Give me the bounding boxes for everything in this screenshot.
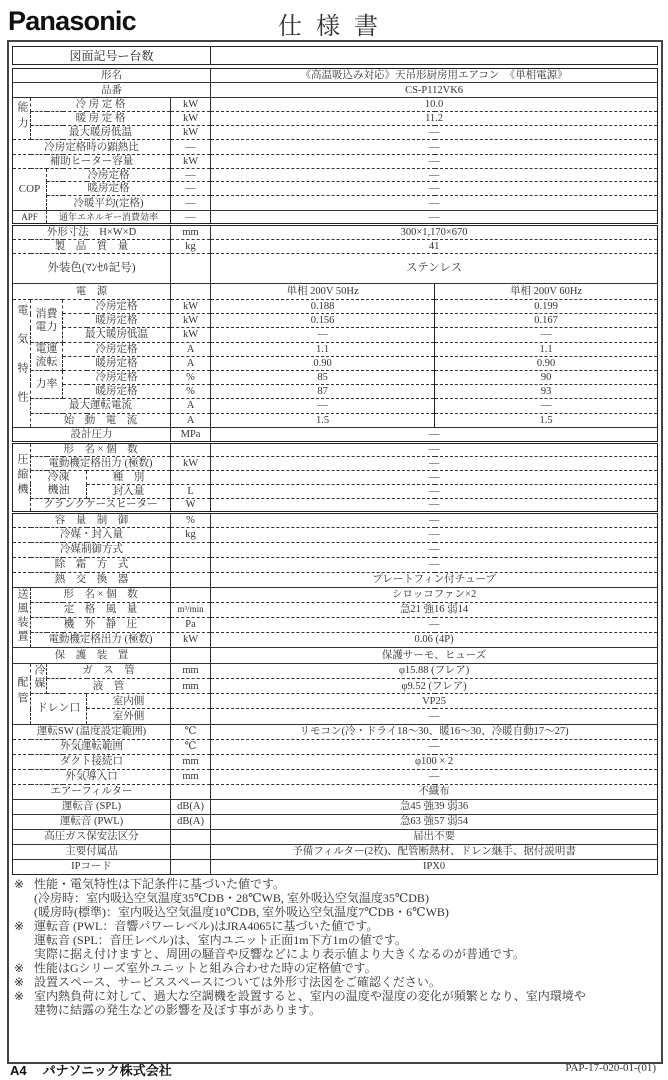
group-capacity	[13, 98, 31, 140]
value: 予備フィルター(2枚)、配管断熱材、ドレン継手、据付説明書	[211, 844, 658, 859]
unit: A	[171, 342, 211, 356]
unit: A	[171, 399, 211, 413]
label: 冷房定格	[63, 342, 171, 356]
unit: dB(A)	[171, 799, 211, 814]
value-60hz: —	[435, 328, 658, 342]
row-high-pressure-gas	[13, 829, 658, 844]
value: —	[211, 542, 658, 557]
row-consumption-heating	[13, 314, 658, 328]
row-apf	[13, 211, 658, 225]
row-duct	[13, 754, 658, 769]
row-defrost	[13, 557, 658, 572]
value: —	[211, 617, 658, 632]
label: 形 名 × 個 数	[31, 587, 171, 602]
group-line: 機油	[47, 484, 70, 497]
row-max-current	[13, 399, 658, 413]
value: 41	[211, 240, 658, 254]
unit: MPa	[171, 427, 211, 442]
row-consumption-cooling	[13, 300, 658, 314]
note-line: 運転音 (SPL：音圧レベル)は、室内ユニット正面1m下方1mの値です。	[34, 933, 407, 947]
row-fan-model	[13, 587, 658, 602]
label: 主要付属品	[13, 844, 171, 859]
value-50hz: 0.188	[211, 300, 435, 314]
drawing-number-row	[13, 47, 658, 65]
group-line: 流転	[35, 356, 58, 369]
unit: L	[171, 484, 211, 498]
value: VP25	[211, 694, 658, 709]
value-60hz: 90	[435, 370, 658, 384]
company-name: パナソニック株式会社	[42, 1063, 172, 1078]
value: 不織布	[211, 784, 658, 799]
label: 外気導入口	[13, 769, 171, 784]
row-protection	[13, 647, 658, 663]
value: —	[211, 498, 658, 512]
row-dimensions	[13, 225, 658, 240]
value: φ9.52 (フレア)	[211, 678, 658, 693]
value: 11.2	[211, 112, 658, 126]
unit	[171, 442, 211, 456]
unit	[171, 844, 211, 859]
value-60hz: 0.90	[435, 356, 658, 370]
note-line: 性能はGシリーズ室外ユニットと組み合わせた時の定格値です。	[34, 961, 377, 975]
value: 急21 強16 弱14	[211, 602, 658, 617]
value-50hz: 87	[211, 385, 435, 399]
note-line: 性能・電気特性は下記条件に基づいた値です。	[34, 877, 286, 891]
row-drain-indoor	[13, 694, 658, 709]
row-heat-exchanger	[13, 572, 658, 587]
unit: kW	[171, 314, 211, 328]
row-capacity-cooling	[13, 98, 658, 112]
row-weight	[13, 240, 658, 254]
value: —	[211, 739, 658, 754]
value-50hz: 単相 200V 50Hz	[211, 284, 435, 300]
row-capacity-heating	[13, 112, 658, 126]
unit: kW	[171, 126, 211, 140]
label: 電 源	[13, 284, 171, 300]
row-oil-type	[13, 470, 658, 484]
label: 設計圧力	[13, 427, 171, 442]
value: —	[211, 427, 658, 442]
label: 製 品 質 量	[13, 240, 171, 254]
unit	[171, 784, 211, 799]
unit	[171, 284, 211, 300]
unit: kW	[171, 456, 211, 470]
value: リモコン(冷・ドライ18～30、暖16～30、冷暖自動17～27)	[211, 724, 658, 739]
value: CS-P112VK6	[211, 83, 658, 98]
label: 形 名 × 個 数	[31, 442, 171, 456]
label: 暖房定格	[63, 385, 171, 399]
note-mark: ※	[14, 961, 25, 975]
row-compressor-model	[13, 442, 658, 456]
value: 急63 強57 弱54	[211, 814, 658, 829]
unit: kW	[171, 98, 211, 112]
value-50hz: —	[211, 399, 435, 413]
unit	[171, 709, 211, 724]
label: 形名	[13, 69, 211, 83]
value: 10.0	[211, 98, 658, 112]
group-label: 能力	[16, 101, 28, 133]
value: —	[211, 456, 658, 470]
label: クランクケースヒーター	[31, 498, 171, 512]
unit	[171, 470, 211, 484]
row-power-factor-cooling	[13, 370, 658, 384]
row-cop-cooling	[13, 169, 658, 182]
label: 冷房定格	[47, 169, 171, 182]
group-apf: APF	[13, 211, 47, 225]
group-label: 配管	[16, 676, 28, 709]
note-item	[14, 919, 654, 961]
value: シロッコファン×2	[211, 587, 658, 602]
value: 保護サーモ、ヒューズ	[211, 647, 658, 663]
value-60hz: 0.167	[435, 314, 658, 328]
value: —	[211, 527, 658, 542]
row-capacity-control	[13, 512, 658, 527]
unit: mm	[171, 225, 211, 240]
row-piping-liquid	[13, 678, 658, 693]
row-refrigerant	[13, 527, 658, 542]
value: —	[211, 512, 658, 527]
group-electrical	[13, 300, 31, 428]
note-item	[14, 877, 654, 919]
row-part-number	[13, 83, 658, 98]
label: 封入量	[87, 484, 171, 498]
unit: A	[171, 356, 211, 370]
unit: mm	[171, 754, 211, 769]
unit	[171, 859, 211, 874]
unit: kg	[171, 240, 211, 254]
value: —	[211, 196, 658, 211]
unit: kW	[171, 300, 211, 314]
group-label: 送風装置	[16, 587, 28, 644]
note-line: 実際に据え付けますと、周囲の騒音や反響などにより表示値より大きくなるのが普通です。	[34, 947, 526, 961]
label: 運転音 (SPL)	[13, 799, 171, 814]
label: 冷房定格	[63, 300, 171, 314]
label: 暖房定格	[63, 314, 171, 328]
unit: %	[171, 512, 211, 527]
unit	[171, 572, 211, 587]
row-cop-average	[13, 196, 658, 211]
label: 外気運転範囲	[13, 739, 171, 754]
label: 電動機定格出力 (極数)	[31, 632, 171, 647]
label: 始 動 電 流	[31, 413, 171, 427]
row-fresh-air	[13, 769, 658, 784]
label: 保 護 装 置	[13, 647, 171, 663]
note-mark: ※	[14, 877, 25, 891]
label: ガ ス 管	[47, 663, 171, 678]
group-cop: COP	[13, 169, 47, 211]
label: 最大運転電流	[31, 399, 171, 413]
group-label: 圧縮機	[16, 453, 28, 499]
unit: A	[171, 413, 211, 427]
value: 《高温吸込み対応》天吊形厨房用エアコン 《単相電源》	[211, 69, 658, 83]
label: 除 霜 方 式	[13, 557, 171, 572]
row-design-pressure	[13, 427, 658, 442]
row-crankcase-heater	[13, 498, 658, 512]
value-60hz: 0.199	[435, 300, 658, 314]
value: —	[211, 126, 658, 140]
note-mark: ※	[14, 989, 25, 1003]
row-fan-airflow	[13, 602, 658, 617]
unit: kg	[171, 527, 211, 542]
label: 電動機定格出力 (極数)	[31, 456, 171, 470]
row-fan-motor	[13, 632, 658, 647]
unit	[171, 587, 211, 602]
unit: dB(A)	[171, 814, 211, 829]
notes	[14, 877, 654, 1017]
label: 冷媒制御方式	[13, 542, 171, 557]
label: 暖房定格	[47, 182, 171, 196]
row-accessories	[13, 844, 658, 859]
label: 最大暖房低温	[63, 328, 171, 342]
label: 外装色(ﾏﾝｾﾙ記号)	[13, 254, 171, 284]
unit: —	[171, 182, 211, 196]
value-50hz: 0.90	[211, 356, 435, 370]
value: 急45 強39 弱36	[211, 799, 658, 814]
value: —	[211, 470, 658, 484]
group-line: 電運	[35, 343, 58, 356]
value: —	[211, 557, 658, 572]
unit: mm	[171, 678, 211, 693]
unit: kW	[171, 632, 211, 647]
value: —	[211, 769, 658, 784]
label: 種 別	[87, 470, 171, 484]
note-item	[14, 961, 654, 975]
unit: —	[171, 140, 211, 155]
unit: kW	[171, 328, 211, 342]
group-line: 冷凍	[47, 471, 70, 484]
group-current	[31, 342, 63, 370]
unit: Pa	[171, 617, 211, 632]
row-spl	[13, 799, 658, 814]
value: —	[211, 140, 658, 155]
row-cop-heating	[13, 182, 658, 196]
unit: mm	[171, 769, 211, 784]
group-label: 電気特性	[16, 303, 28, 420]
row-current-heating	[13, 356, 658, 370]
unit	[171, 557, 211, 572]
unit: W	[171, 498, 211, 512]
label: 冷媒・封入量	[13, 527, 171, 542]
row-capacity-max-heating	[13, 126, 658, 140]
label: 通年エネルギー消費効率	[47, 211, 171, 225]
note-mark: ※	[14, 919, 25, 933]
row-filter	[13, 784, 658, 799]
unit: —	[171, 211, 211, 225]
value-60hz: 単相 200V 60Hz	[435, 284, 658, 300]
group-fan	[13, 587, 31, 647]
row-shr	[13, 140, 658, 155]
row-consumption-max-heating	[13, 328, 658, 342]
value: 300×1,170×670	[211, 225, 658, 240]
value-50hz: 85	[211, 370, 435, 384]
unit	[171, 829, 211, 844]
unit	[171, 647, 211, 663]
label: 品番	[13, 83, 211, 98]
group-line: 電力	[35, 320, 58, 333]
row-drain-outdoor	[13, 709, 658, 724]
group-line: 消費	[35, 307, 58, 320]
note-item	[14, 989, 654, 1017]
label: 補助ヒーター容量	[13, 155, 171, 169]
value: —	[211, 169, 658, 182]
value: IPX0	[211, 859, 658, 874]
row-compressor-motor	[13, 456, 658, 470]
value-60hz: 1.5	[435, 413, 658, 427]
paper-size: A4	[10, 1063, 27, 1078]
unit: m³/min	[171, 602, 211, 617]
spec-table	[12, 68, 658, 875]
value: 0.06 (4P)	[211, 632, 658, 647]
value: —	[211, 709, 658, 724]
value: φ100 × 2	[211, 754, 658, 769]
label: 冷房定格	[63, 370, 171, 384]
label: 外形寸法 H×W×D	[13, 225, 171, 240]
label: 冷房定格時の顕熱比	[13, 140, 171, 155]
row-aux-heater	[13, 155, 658, 169]
group-label: 冷媒	[33, 663, 45, 690]
note-line: (冷房時：室内吸込空気温度35℃DB・28℃WB, 室外吸込空気温度35℃DB)	[34, 891, 429, 905]
label: 室内側	[87, 694, 171, 709]
unit: kW	[171, 155, 211, 169]
group-oil	[31, 470, 87, 498]
row-pwl	[13, 814, 658, 829]
unit	[171, 694, 211, 709]
label: 冷 房 定 格	[31, 98, 171, 112]
label: 定 格 風 量	[31, 602, 171, 617]
value-50hz: 1.1	[211, 342, 435, 356]
unit: —	[171, 196, 211, 211]
label: ダクト接続口	[13, 754, 171, 769]
value: —	[211, 484, 658, 498]
value-60hz: —	[435, 399, 658, 413]
group-piping	[13, 663, 31, 724]
value: —	[211, 155, 658, 169]
drawing-number-label: 図面記号ー台数	[13, 47, 211, 65]
page-title: 仕様書	[278, 14, 392, 40]
value: 届出不要	[211, 829, 658, 844]
group-drain: ドレン口	[31, 694, 87, 725]
row-current-cooling	[13, 342, 658, 356]
unit: ℃	[171, 724, 211, 739]
drawing-number-table	[12, 46, 658, 65]
group-refrigerant-pipe	[31, 663, 47, 694]
note-item	[14, 975, 654, 989]
label: 室外側	[87, 709, 171, 724]
note-line: 建物に結露の発生などの影響を及ぼす事があります。	[34, 1003, 322, 1017]
row-operation-sw	[13, 724, 658, 739]
value: —	[211, 211, 658, 225]
label: 容 量 制 御	[13, 512, 171, 527]
note-mark: ※	[14, 975, 25, 989]
label: 冷暖平均(定格)	[47, 196, 171, 211]
label: 熱 交 換 器	[13, 572, 171, 587]
value-50hz: 1.5	[211, 413, 435, 427]
label: 高圧ガス保安法区分	[13, 829, 171, 844]
row-power-supply	[13, 284, 658, 300]
value-50hz: 0.156	[211, 314, 435, 328]
document-code: PAP-17-020-01-(01)	[565, 1062, 656, 1074]
group-compressor	[13, 442, 31, 512]
unit	[171, 254, 211, 284]
value: —	[211, 442, 658, 456]
label: エアーフィルター	[13, 784, 171, 799]
row-piping-gas	[13, 663, 658, 678]
unit: %	[171, 370, 211, 384]
group-consumption	[31, 300, 63, 343]
row-oil-charge	[13, 484, 658, 498]
row-ip-code	[13, 859, 658, 874]
value: プレートフィン付チューブ	[211, 572, 658, 587]
note-line: (暖房時(標準)：室内吸込空気温度10℃DB, 室外吸込空気温度7℃DB・6℃WB)	[34, 905, 449, 919]
label: 暖 房 定 格	[31, 112, 171, 126]
drawing-number-value	[211, 47, 658, 65]
value-60hz: 1.1	[435, 342, 658, 356]
unit: kW	[171, 112, 211, 126]
row-fan-static-pressure	[13, 617, 658, 632]
label: IPコード	[13, 859, 171, 874]
row-refrigerant-control	[13, 542, 658, 557]
row-model-name	[13, 69, 658, 83]
footer-left	[10, 1060, 172, 1079]
unit: mm	[171, 663, 211, 678]
label: 運転音 (PWL)	[13, 814, 171, 829]
note-line: 運転音 (PWL：音響パワーレベル)はJRA4065に基づいた値です。	[34, 919, 379, 933]
value: ステンレス	[211, 254, 658, 284]
label: 運転SW (温度設定範囲)	[13, 724, 171, 739]
row-color	[13, 254, 658, 284]
unit: —	[171, 169, 211, 182]
unit: %	[171, 385, 211, 399]
label: 機 外 静 圧	[31, 617, 171, 632]
row-outdoor-range	[13, 739, 658, 754]
row-starting-current	[13, 413, 658, 427]
note-line: 室内熱負荷に対して、過大な空調機を設置すると、室内の温度や湿度の変化が頻繁となり、室内環境や	[34, 989, 586, 1003]
group-power-factor: 力率	[31, 370, 63, 398]
label: 最大暖房低温	[31, 126, 171, 140]
value-60hz: 93	[435, 385, 658, 399]
value: —	[211, 182, 658, 196]
panasonic-logo: Panasonic	[8, 6, 136, 36]
label: 液 管	[47, 678, 171, 693]
row-power-factor-heating	[13, 385, 658, 399]
unit	[171, 542, 211, 557]
label: 暖房定格	[63, 356, 171, 370]
note-line: 設置スペース、サービススペースについては外形寸法図をご確認ください。	[34, 975, 441, 989]
value-50hz: —	[211, 328, 435, 342]
value: φ15.88 (フレア)	[211, 663, 658, 678]
unit: ℃	[171, 739, 211, 754]
